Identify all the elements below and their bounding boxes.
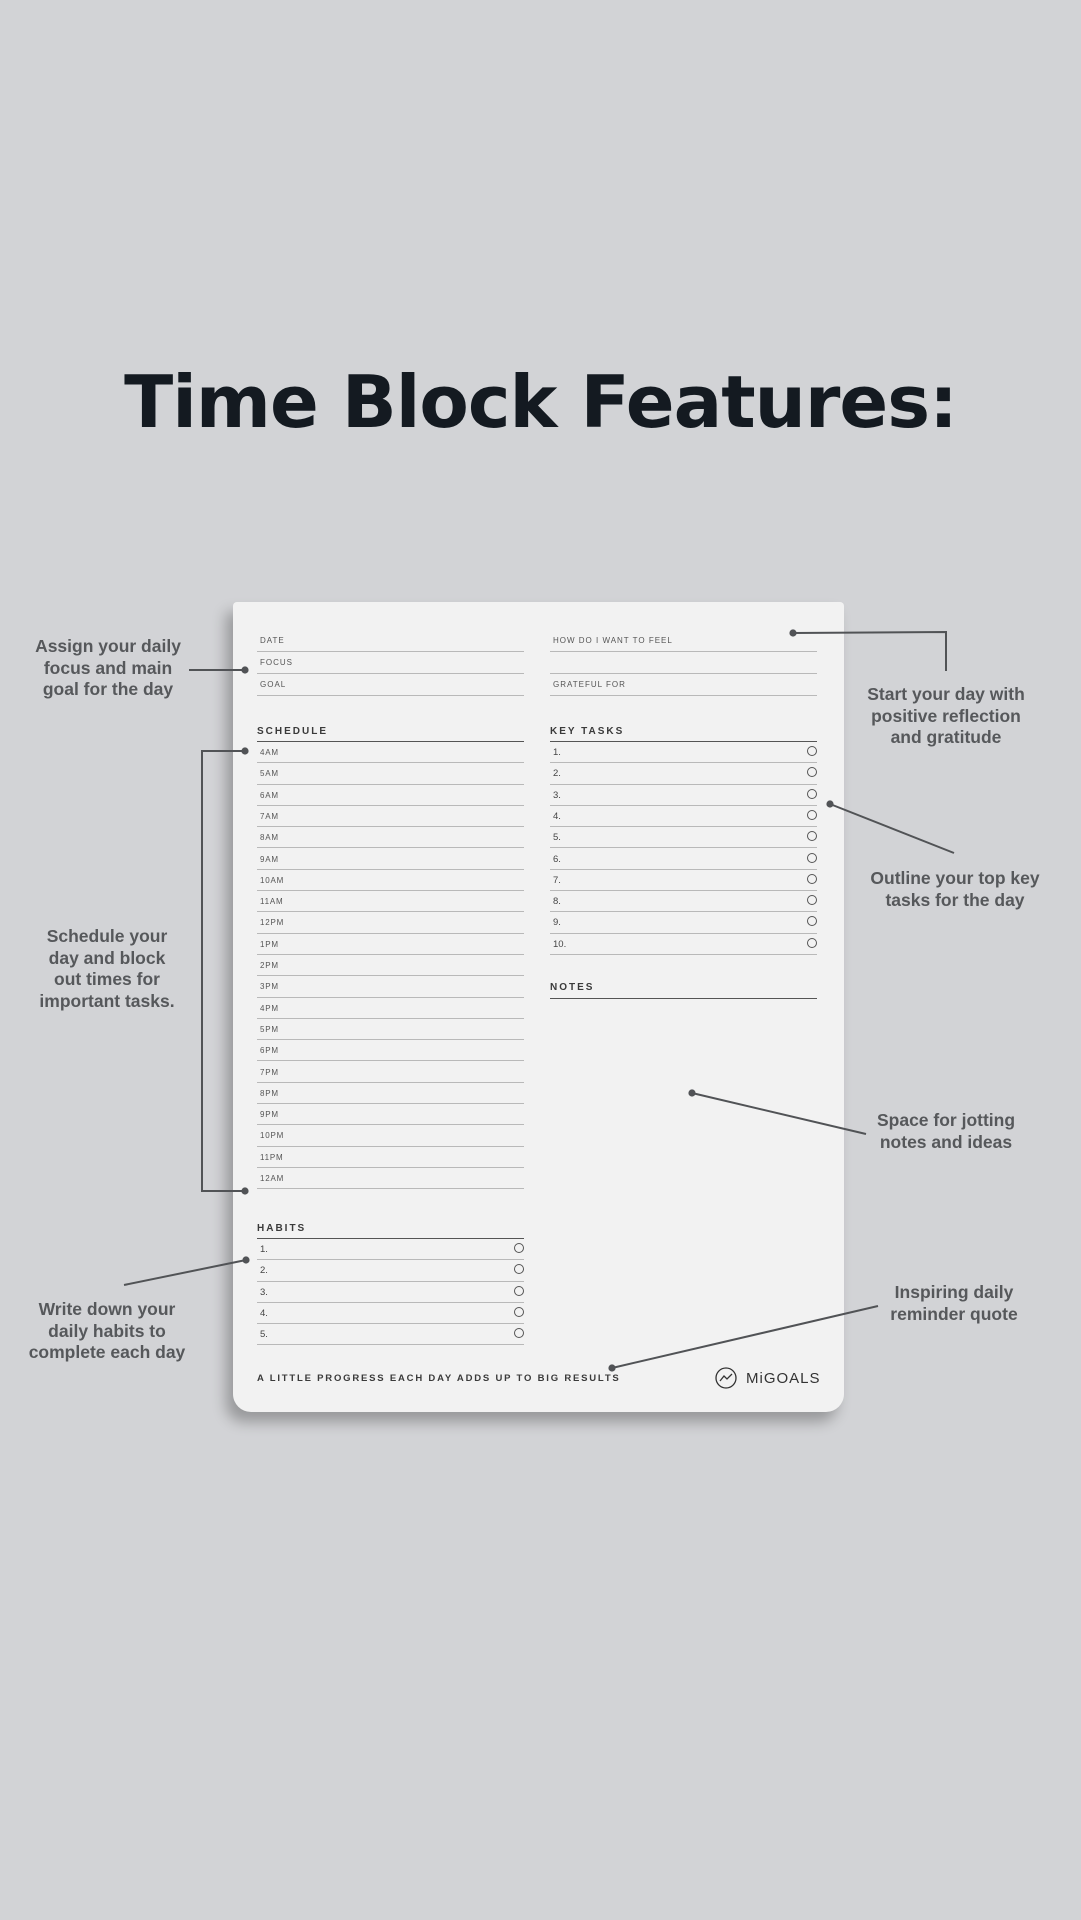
schedule-row[interactable] bbox=[257, 1040, 524, 1061]
annotation-notes: Space for jotting notes and ideas bbox=[876, 1110, 1016, 1152]
key-task-row[interactable] bbox=[550, 870, 817, 891]
annotation-key-tasks: Outline your top key tasks for the day bbox=[870, 868, 1040, 910]
checkbox-circle-icon[interactable] bbox=[807, 789, 817, 799]
key-task-row-label: 10. bbox=[553, 938, 567, 950]
schedule-row-label: 10PM bbox=[260, 1131, 285, 1141]
habit-row[interactable] bbox=[257, 1303, 524, 1324]
schedule-row[interactable] bbox=[257, 1104, 524, 1125]
key-task-row-label: 2. bbox=[553, 768, 561, 780]
key-task-row-label: 5. bbox=[553, 832, 561, 844]
checkbox-circle-icon[interactable] bbox=[807, 810, 817, 820]
key-task-row[interactable] bbox=[550, 827, 817, 848]
key-task-row-label: 1. bbox=[553, 747, 561, 758]
trend-icon bbox=[715, 1367, 737, 1389]
key-tasks-header: KEY TASKS bbox=[550, 726, 625, 737]
schedule-row-label: 7PM bbox=[260, 1067, 279, 1077]
schedule-row-label: 8PM bbox=[260, 1088, 279, 1098]
checkbox-circle-icon[interactable] bbox=[514, 1286, 524, 1296]
schedule-row[interactable] bbox=[257, 806, 524, 827]
key-task-row[interactable] bbox=[550, 742, 817, 763]
daily-quote: A LITTLE PROGRESS EACH DAY ADDS UP TO BIG RESULTS bbox=[257, 1373, 621, 1384]
left-field-label: FOCUS bbox=[260, 658, 293, 667]
schedule-row-label: 2PM bbox=[260, 961, 279, 970]
schedule-row[interactable] bbox=[257, 912, 524, 933]
key-task-row-label: 9. bbox=[553, 917, 561, 929]
left-field-line[interactable] bbox=[257, 695, 524, 696]
habit-row-label: 2. bbox=[260, 1265, 268, 1277]
schedule-row[interactable] bbox=[257, 785, 524, 806]
annotation-reflection: Start your day with positive reflection and gratitude bbox=[867, 684, 1025, 747]
checkbox-circle-icon[interactable] bbox=[514, 1307, 524, 1317]
left-field-line[interactable] bbox=[257, 651, 524, 652]
key-task-row[interactable] bbox=[550, 891, 817, 912]
key-task-row[interactable] bbox=[550, 763, 817, 784]
key-task-row-label: 8. bbox=[553, 896, 561, 908]
left-field-label: GOAL bbox=[260, 680, 287, 689]
page-title: Time Block Features: bbox=[124, 360, 957, 444]
notes-header-rule bbox=[550, 998, 817, 999]
habit-row-label: 3. bbox=[260, 1286, 268, 1298]
key-task-row-label: 7. bbox=[553, 874, 561, 886]
notes-header: NOTES bbox=[550, 982, 595, 993]
schedule-row-label: 8AM bbox=[260, 833, 279, 843]
leader-key-tasks bbox=[830, 804, 954, 853]
key-task-row[interactable] bbox=[550, 806, 817, 827]
right-field-line[interactable] bbox=[550, 695, 817, 696]
right-field-label: HOW DO I WANT TO FEEL bbox=[553, 636, 673, 645]
habit-row-label: 4. bbox=[260, 1307, 268, 1319]
schedule-row[interactable] bbox=[257, 742, 524, 763]
planner-sheet bbox=[233, 602, 844, 1412]
brand-name: MiGOALS bbox=[746, 1370, 821, 1387]
checkbox-circle-icon[interactable] bbox=[807, 895, 817, 905]
schedule-row[interactable] bbox=[257, 1062, 524, 1083]
schedule-row[interactable] bbox=[257, 934, 524, 955]
schedule-row-label: 4AM bbox=[260, 748, 279, 757]
schedule-row[interactable] bbox=[257, 1083, 524, 1104]
schedule-row[interactable] bbox=[257, 870, 524, 891]
key-task-row[interactable] bbox=[550, 934, 817, 955]
schedule-row-label: 12AM bbox=[260, 1174, 285, 1183]
habit-row[interactable] bbox=[257, 1324, 524, 1345]
annotation-quote: Inspiring daily reminder quote bbox=[890, 1282, 1018, 1324]
checkbox-circle-icon[interactable] bbox=[807, 831, 817, 841]
checkbox-circle-icon[interactable] bbox=[807, 938, 817, 948]
key-task-row-label: 6. bbox=[553, 853, 561, 865]
checkbox-circle-icon[interactable] bbox=[807, 746, 817, 756]
schedule-row[interactable] bbox=[257, 827, 524, 848]
checkbox-circle-icon[interactable] bbox=[514, 1243, 524, 1253]
annotation-habits: Write down your daily habits to complete each day bbox=[28, 1299, 186, 1362]
left-field-label: DATE bbox=[260, 636, 285, 645]
schedule-row-label: 4PM bbox=[260, 1003, 279, 1013]
key-task-row-label: 3. bbox=[553, 789, 561, 801]
habit-row[interactable] bbox=[257, 1260, 524, 1281]
schedule-row[interactable] bbox=[257, 1019, 524, 1040]
checkbox-circle-icon[interactable] bbox=[514, 1264, 524, 1274]
key-task-row[interactable] bbox=[550, 785, 817, 806]
key-task-row[interactable] bbox=[550, 849, 817, 870]
schedule-row-label: 12PM bbox=[260, 918, 285, 928]
checkbox-circle-icon[interactable] bbox=[807, 853, 817, 863]
schedule-row[interactable] bbox=[257, 763, 524, 784]
schedule-row-label: 5PM bbox=[260, 1024, 279, 1034]
schedule-row-label: 10AM bbox=[260, 875, 285, 885]
left-field-line[interactable] bbox=[257, 673, 524, 674]
checkbox-circle-icon[interactable] bbox=[807, 767, 817, 777]
annotation-schedule: Schedule your day and block out times for important tasks. bbox=[39, 926, 175, 1011]
schedule-row-label: 1PM bbox=[260, 939, 279, 949]
key-task-row[interactable] bbox=[550, 912, 817, 933]
key-task-row-label: 4. bbox=[553, 810, 561, 822]
schedule-row[interactable] bbox=[257, 1168, 524, 1189]
schedule-row-label: 6AM bbox=[260, 790, 279, 800]
annotation-focus: Assign your daily focus and main goal for the day bbox=[35, 636, 181, 699]
checkbox-circle-icon[interactable] bbox=[807, 874, 817, 884]
habit-row-label: 1. bbox=[260, 1244, 268, 1255]
habit-row-label: 5. bbox=[260, 1329, 268, 1341]
schedule-row-label: 7AM bbox=[260, 811, 279, 821]
leader-habits bbox=[124, 1260, 246, 1285]
right-field-line[interactable] bbox=[550, 651, 817, 652]
schedule-row[interactable] bbox=[257, 1147, 524, 1168]
habit-row[interactable] bbox=[257, 1282, 524, 1303]
schedule-row-label: 11AM bbox=[260, 897, 284, 907]
habit-row[interactable] bbox=[257, 1239, 524, 1260]
checkbox-circle-icon[interactable] bbox=[514, 1328, 524, 1338]
schedule-row[interactable] bbox=[257, 998, 524, 1019]
schedule-row[interactable] bbox=[257, 955, 524, 976]
schedule-row-label: 11PM bbox=[260, 1152, 284, 1162]
habits-header: HABITS bbox=[257, 1223, 307, 1234]
schedule-row[interactable] bbox=[257, 976, 524, 997]
schedule-row[interactable] bbox=[257, 1125, 524, 1146]
checkbox-circle-icon[interactable] bbox=[807, 916, 817, 926]
schedule-row-label: 9PM bbox=[260, 1110, 279, 1120]
right-field-line[interactable] bbox=[550, 673, 817, 674]
schedule-row[interactable] bbox=[257, 849, 524, 870]
schedule-row-label: 3PM bbox=[260, 982, 279, 992]
schedule-row[interactable] bbox=[257, 891, 524, 912]
schedule-row-label: 9AM bbox=[260, 854, 279, 864]
brand-logo bbox=[715, 1366, 821, 1392]
schedule-row-label: 5AM bbox=[260, 769, 279, 779]
right-field-label: GRATEFUL FOR bbox=[553, 680, 626, 689]
schedule-header: SCHEDULE bbox=[257, 726, 329, 737]
schedule-row-label: 6PM bbox=[260, 1046, 279, 1056]
